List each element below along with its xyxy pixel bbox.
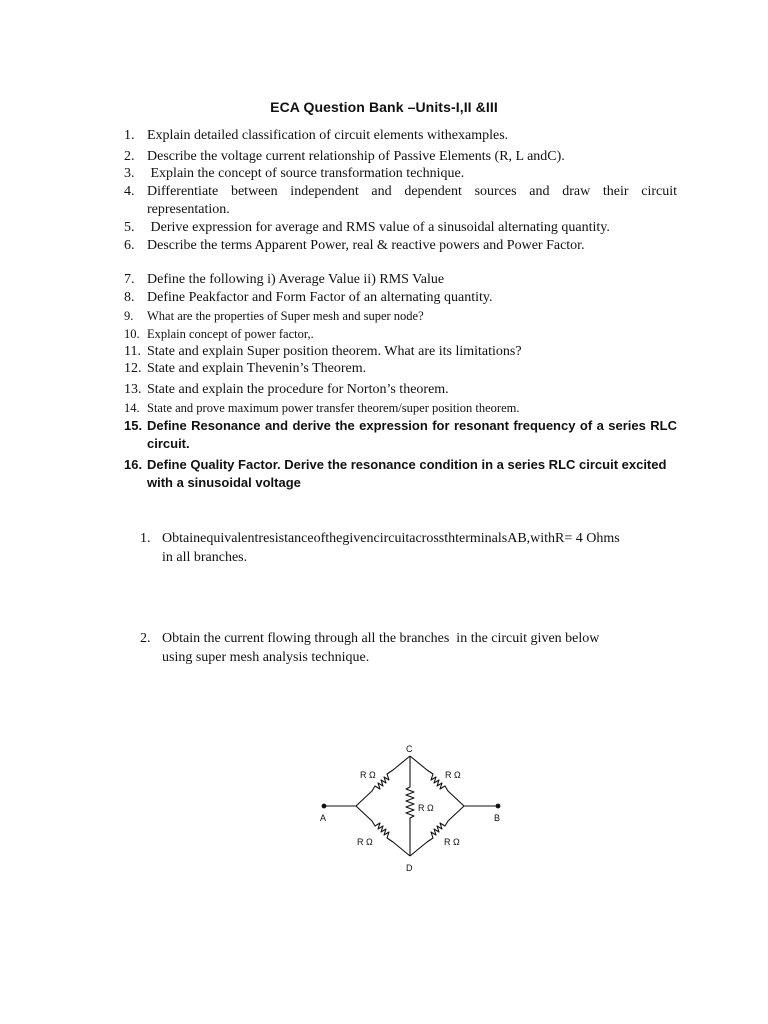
question-number: 1. <box>124 128 135 143</box>
question-12 <box>124 360 677 378</box>
question-7 <box>124 271 677 289</box>
question-13 <box>124 381 677 399</box>
problem-text: ObtainequivalentresistanceofthegivencircuitacrossthterminalsAB,withR= 4 Ohms <box>162 531 620 546</box>
question-number: 10. <box>124 327 140 341</box>
resistor-c-b-label: R Ω <box>445 770 461 780</box>
node-a-label: A <box>320 813 327 823</box>
problem-number: 2. <box>140 631 151 646</box>
question-10 <box>124 325 677 343</box>
question-text: Define Peakfactor and Form Factor of an alternating quantity. <box>147 290 493 305</box>
question-number: 6. <box>124 238 135 253</box>
question-text: State and explain Super position theorem. What are its limitations? <box>147 344 522 359</box>
question-14 <box>124 399 677 417</box>
node-d-label: D <box>406 863 413 873</box>
resistor-c-d <box>406 756 414 856</box>
terminal-a-dot <box>322 804 327 809</box>
bridge-circuit-diagram <box>300 735 530 885</box>
question-continuation: with a sinusoidal voltage <box>147 475 301 490</box>
question-number: 4. <box>124 184 135 199</box>
question-text: Define Resonance and derive the expression for resonant frequency of a series RLC <box>147 418 677 433</box>
problem-text: Obtain the current flowing through all the branches in the circuit given below <box>162 631 600 646</box>
question-8 <box>124 289 677 307</box>
question-continuation: circuit. <box>147 436 190 451</box>
question-text: Derive expression for average and RMS value of a sinusoidal alternating quantity. <box>147 220 610 235</box>
question-number: 8. <box>124 290 135 305</box>
problem-continuation: using super mesh analysis technique. <box>162 650 370 665</box>
resistor-d-b-label: R Ω <box>444 837 460 847</box>
resistor-c-b <box>410 756 464 806</box>
question-number: 16. <box>124 457 143 472</box>
question-number: 13. <box>124 382 142 397</box>
question-text: State and explain Thevenin’s Theorem. <box>147 361 367 376</box>
question-text: Explain detailed classification of circuit elements withexamples. <box>147 128 509 143</box>
question-continuation: representation. <box>147 202 230 217</box>
circuit-wires <box>324 756 501 856</box>
question-number: 11. <box>124 344 141 359</box>
question-text: Explain the concept of source transformation technique. <box>147 166 465 181</box>
question-16 <box>124 456 677 492</box>
question-number: 15. <box>124 418 143 433</box>
question-4 <box>124 183 677 219</box>
question-number: 12. <box>124 361 142 376</box>
resistor-a-d-label: R Ω <box>357 837 373 847</box>
resistor-a-c <box>356 756 410 806</box>
question-1 <box>124 127 677 145</box>
problem-1 <box>140 529 700 567</box>
node-b-label: B <box>494 813 501 823</box>
question-text: Describe the terms Apparent Power, real & reactive powers and Power Factor. <box>147 238 585 253</box>
question-9 <box>124 307 677 325</box>
problem-number: 1. <box>140 531 151 546</box>
question-5 <box>124 219 677 237</box>
question-number: 2. <box>124 149 135 164</box>
question-number: 9. <box>124 309 134 323</box>
question-11 <box>124 343 677 361</box>
resistor-a-d <box>356 806 410 856</box>
question-text: Define Quality Factor. Derive the resonance condition in a series RLC circuit excited <box>147 457 667 472</box>
question-6 <box>124 237 677 255</box>
question-text: What are the properties of Super mesh and super node? <box>147 309 424 323</box>
question-3 <box>124 165 677 183</box>
question-text: Explain concept of power factor,. <box>147 327 314 341</box>
question-text: Differentiate between independent and dependent sources and draw their circuit <box>147 184 677 199</box>
question-15 <box>124 417 677 453</box>
question-text: State and prove maximum power transfer theorem/super position theorem. <box>147 401 520 415</box>
problem-2 <box>140 629 700 667</box>
problem-continuation: in all branches. <box>162 550 248 565</box>
terminal-b-dot <box>496 804 501 809</box>
question-number: 7. <box>124 272 135 287</box>
question-text: Define the following i) Average Value ii) RMS Value <box>147 272 445 287</box>
question-text: Describe the voltage current relationship of Passive Elements (R, L andC). <box>147 149 565 164</box>
question-number: 14. <box>124 401 140 415</box>
question-number: 5. <box>124 220 135 235</box>
node-c-label: C <box>406 744 413 754</box>
page-title: ECA Question Bank –Units-I,II &III <box>270 99 498 115</box>
resistor-a-c-label: R Ω <box>360 770 376 780</box>
question-2 <box>124 148 677 166</box>
question-number: 3. <box>124 166 135 181</box>
resistor-d-b <box>410 806 464 856</box>
resistor-c-d-label: R Ω <box>418 803 434 813</box>
question-text: State and explain the procedure for Norton’s theorem. <box>147 382 449 397</box>
